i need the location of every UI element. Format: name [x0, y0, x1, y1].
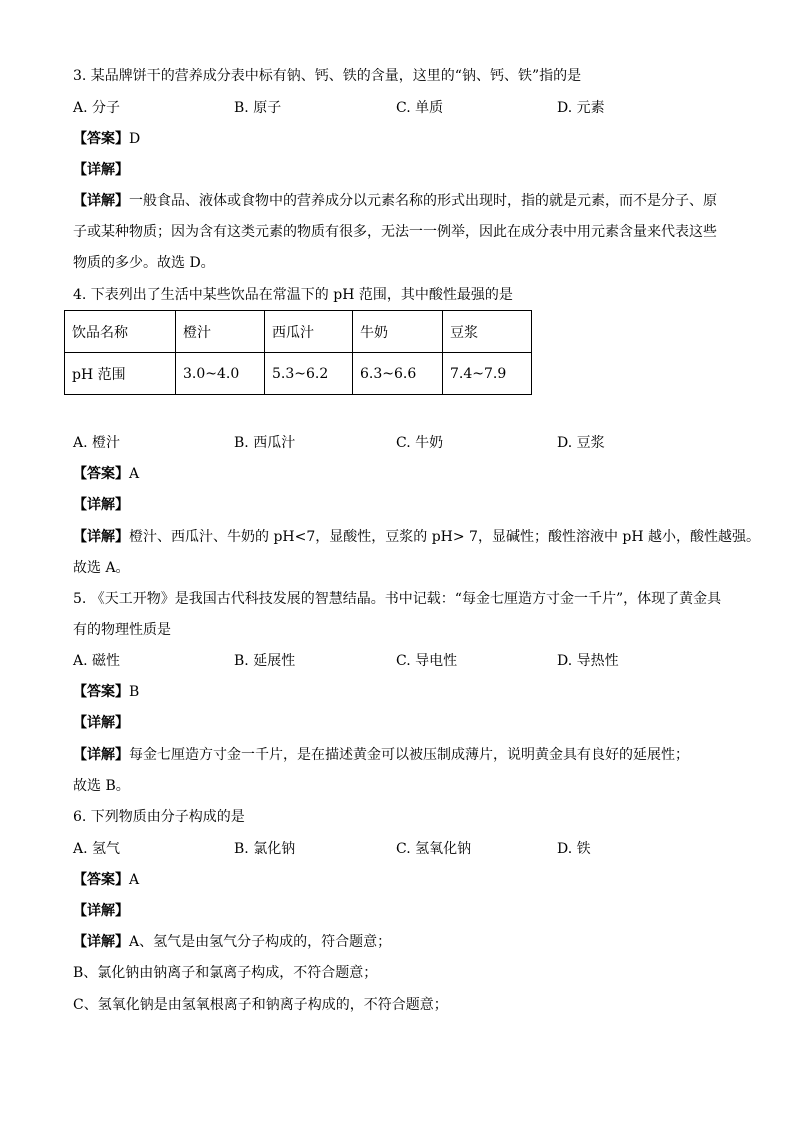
q5-option-d: D. 导热性 [557, 653, 619, 669]
table-cell: 7.4~7.9 [443, 353, 532, 395]
ph-table [64, 310, 532, 395]
detail-text: 每金七厘造方寸金一千片，是在描述黄金可以被压制成薄片，说明黄金具有良好的延展性； [129, 747, 689, 763]
answer-label: 【答案】 [73, 684, 129, 700]
q5-answer [73, 682, 139, 702]
detail-text: 橙汁、西瓜汁、牛奶的 pH<7，显酸性，豆浆的 pH> 7，显碱性；酸性溶液中 pH 越小，酸性越强。 [129, 529, 761, 545]
answer-label: 【答案】 [73, 131, 129, 147]
q5-stem-line-2: 有的物理性质是 [73, 622, 171, 638]
q5-detail-line-1 [73, 745, 689, 765]
detail-text: 一般食品、液体或食物中的营养成分以元素名称的形式出现时，指的就是元素，而不是分子、原 [129, 193, 717, 209]
q3-option-c: C. 单质 [396, 100, 444, 116]
detail-label: 【详解】 [73, 934, 129, 950]
q4-stem: 4. 下表列出了生活中某些饮品在常温下的 pH 范围，其中酸性最强的是 [73, 287, 513, 303]
table-cell: 西瓜汁 [265, 311, 353, 353]
q6-option-d: D. 铁 [557, 841, 591, 857]
table-cell: 5.3~6.2 [265, 353, 353, 395]
q4-option-d: D. 豆浆 [557, 435, 605, 451]
table-cell: 3.0~4.0 [176, 353, 265, 395]
table-header-row [65, 311, 532, 353]
q3-option-a: A. 分子 [73, 100, 121, 116]
detail-label: 【详解】 [73, 747, 129, 763]
q5-stem-line-1: 5. 《天工开物》是我国古代科技发展的智慧结晶。书中记载：“每金七厘造方寸金一千片”，体现了黄金具 [73, 591, 722, 607]
q6-option-b: B. 氯化钠 [234, 841, 296, 857]
table-cell: 牛奶 [353, 311, 443, 353]
answer-value: D [129, 131, 141, 147]
q4-detail-line-1 [73, 527, 760, 547]
q6-detail-line-3: C、氢氧化钠是由氢氧根离子和钠离子构成的，不符合题意； [73, 997, 448, 1013]
q5-option-a: A. 磁性 [73, 653, 121, 669]
table-cell: 橙汁 [176, 311, 265, 353]
q5-option-c: C. 导电性 [396, 653, 458, 669]
q4-option-b: B. 西瓜汁 [234, 435, 296, 451]
answer-value: A [129, 466, 140, 482]
detail-label: 【详解】 [73, 193, 129, 209]
q3-answer [73, 129, 140, 149]
answer-label: 【答案】 [73, 466, 129, 482]
q4-option-c: C. 牛奶 [396, 435, 444, 451]
q3-detail-line-2: 子或某种物质；因为含有这类元素的物质有很多，无法一一例举，因此在成分表中用元素含量来代表这些 [73, 224, 717, 240]
table-row [65, 353, 532, 395]
q6-detail-heading: 【详解】 [73, 903, 129, 919]
q3-detail-line-3: 物质的多少。故选 D。 [73, 255, 215, 271]
q4-option-a: A. 橙汁 [73, 435, 121, 451]
q4-detail-line-2: 故选 A。 [73, 560, 130, 576]
q4-answer [73, 464, 139, 484]
q3-detail-line-1 [73, 191, 717, 211]
answer-value: B [129, 684, 140, 700]
detail-text: A、氢气是由氢气分子构成的，符合题意； [129, 934, 392, 950]
q3-option-d: D. 元素 [557, 100, 605, 116]
q6-detail-line-2: B、氯化钠由钠离子和氯离子构成，不符合题意； [73, 965, 378, 981]
q3-stem: 3. 某品牌饼干的营养成分表中标有钠、钙、铁的含量，这里的“钠、钙、铁”指的是 [73, 68, 582, 84]
detail-label: 【详解】 [73, 529, 129, 545]
q4-detail-heading: 【详解】 [73, 497, 129, 513]
table-cell: pH 范围 [65, 353, 176, 395]
q3-detail-heading: 【详解】 [73, 162, 129, 178]
table-cell: 豆浆 [443, 311, 532, 353]
q6-option-a: A. 氢气 [73, 841, 121, 857]
q5-detail-line-2: 故选 B。 [73, 778, 130, 794]
answer-label: 【答案】 [73, 872, 129, 888]
answer-value: A [129, 872, 140, 888]
q6-detail-line-1 [73, 932, 391, 952]
table-cell: 6.3~6.6 [353, 353, 443, 395]
table-cell: 饮品名称 [65, 311, 176, 353]
q3-option-b: B. 原子 [234, 100, 282, 116]
q6-option-c: C. 氢氧化钠 [396, 841, 472, 857]
q6-stem: 6. 下列物质由分子构成的是 [73, 809, 245, 825]
q5-detail-heading: 【详解】 [73, 715, 129, 731]
q5-option-b: B. 延展性 [234, 653, 296, 669]
q6-answer [73, 870, 139, 890]
